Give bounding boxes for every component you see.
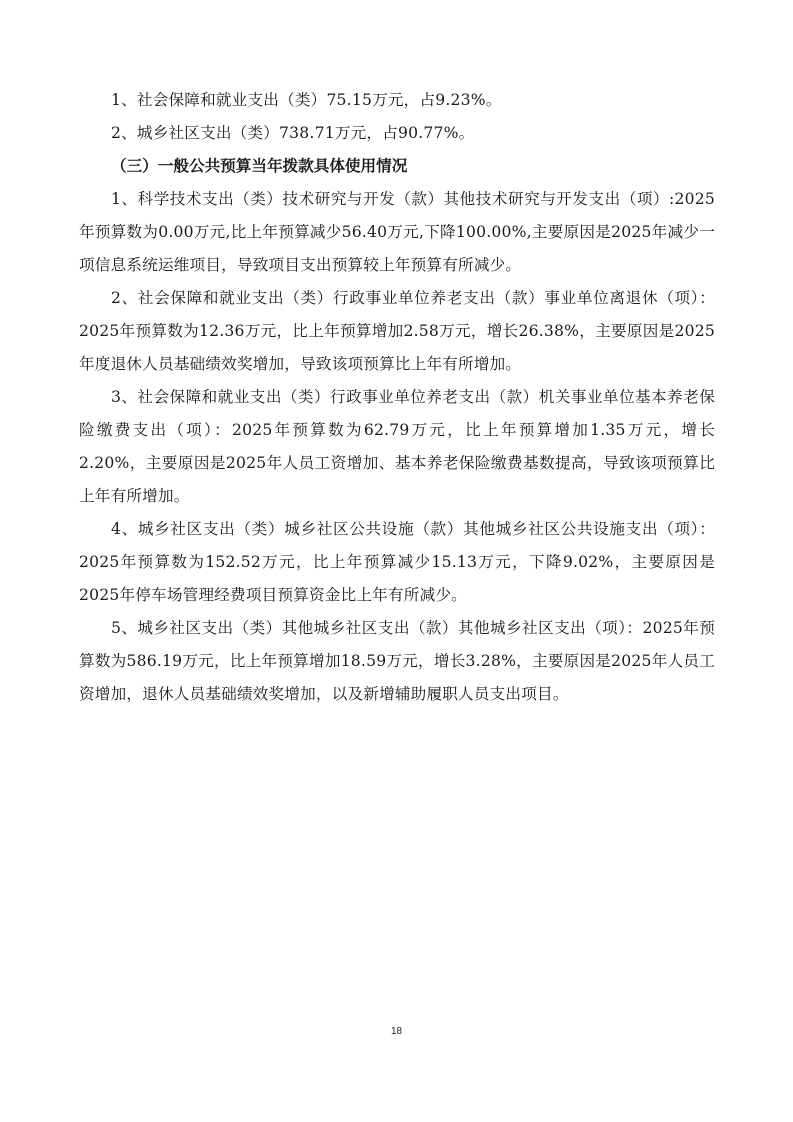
paragraph-item-1: 1、科学技术支出（类）技术研究与开发（款）其他技术研究与开发支出（项）:2025年预算数为0.00万元,比上年预算减少56.40万元,下降100.00%,主要原因是2025年减少一项信息系统运维项目，导致项目支出预算较上年预算有所减少。: [79, 190, 715, 274]
document-body: [79, 84, 715, 711]
section-heading: （三）一般公共预算当年拨款具体使用情况: [111, 157, 408, 175]
paragraph-item-2: 2、社会保障和就业支出（类）行政事业单位养老支出（款）事业单位离退休（项）：2025年预算数为12.36万元，比上年预算增加2.58万元，增长26.38%，主要原因是2025年度退休人员基础绩效奖增加，导致该项预算比上年有所增加。: [79, 289, 715, 373]
paragraph-item-3: 3、社会保障和就业支出（类）行政事业单位养老支出（款）机关事业单位基本养老保险缴费支出（项）：2025年预算数为62.79万元，比上年预算增加1.35万元，增长2.20%，主要原因是2025年人员工资增加、基本养老保险缴费基数提高，导致该项预算比上年有所增加。: [79, 388, 715, 505]
paragraph-item-4: 4、城乡社区支出（类）城乡社区公共设施（款）其他城乡社区公共设施支出（项）：2025年预算数为152.52万元，比上年预算减少15.13万元，下降9.02%，主要原因是2025年停车场管理经费项目预算资金比上年有所减少。: [79, 520, 715, 604]
paragraph-item-5: 5、城乡社区支出（类）其他城乡社区支出（款）其他城乡社区支出（项）：2025年预算数为586.19万元，比上年预算增加18.59万元，增长3.28%，主要原因是2025年人员工资增加，退休人员基础绩效奖增加，以及新增辅助履职人员支出项目。: [79, 619, 715, 703]
paragraph-urban-rural-share: 2、城乡社区支出（类）738.71万元，占90.77%。: [111, 124, 475, 142]
page-number: 18: [390, 1026, 403, 1037]
paragraph-social-security-share: 1、社会保障和就业支出（类）75.15万元，占9.23%。: [111, 91, 502, 109]
